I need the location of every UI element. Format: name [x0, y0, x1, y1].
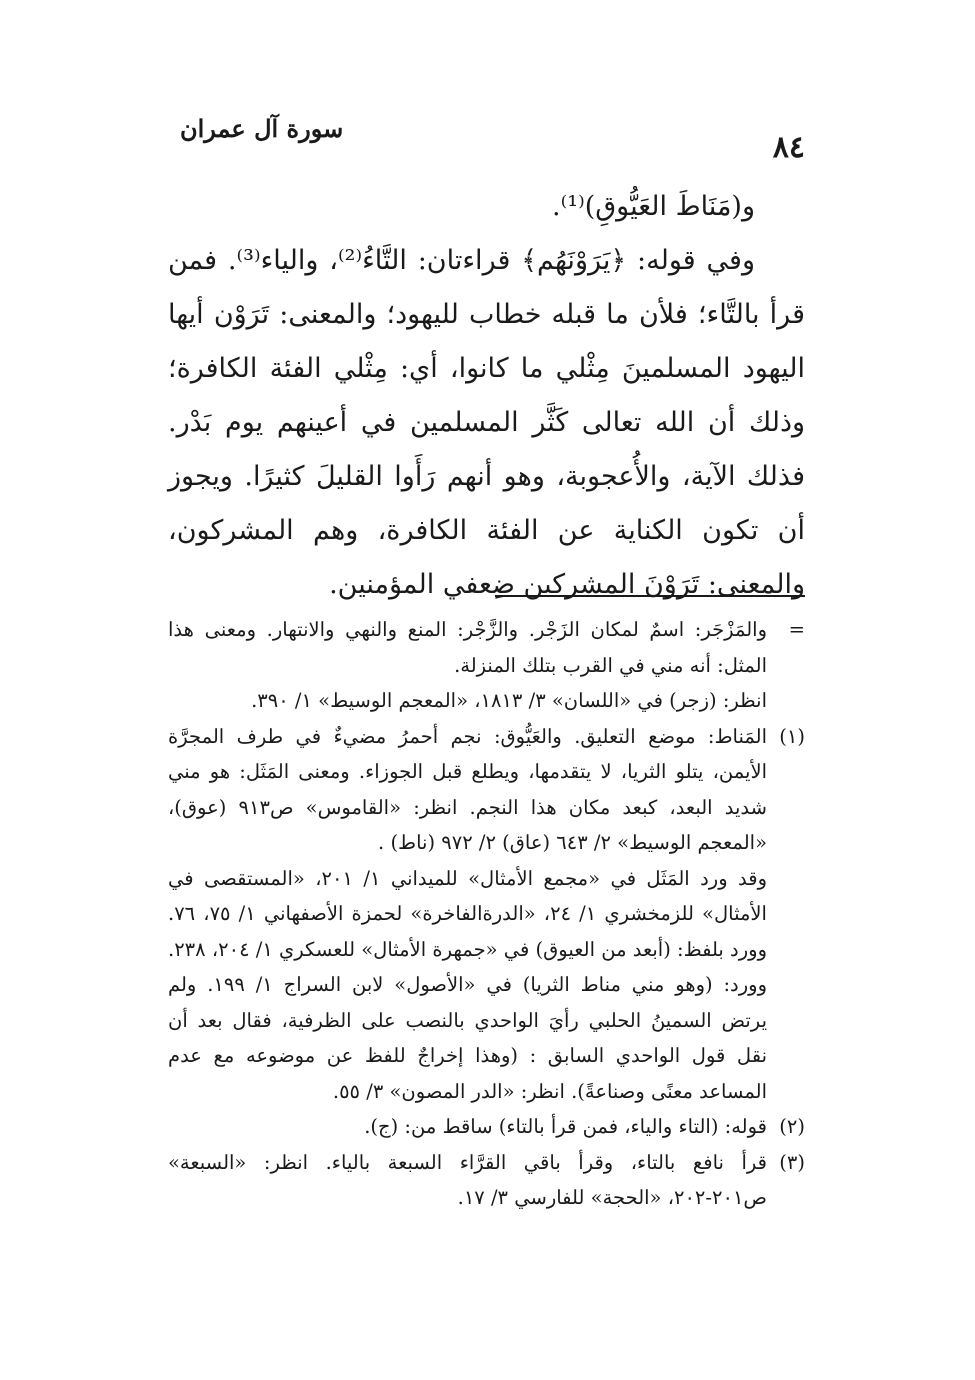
main-paragraph: و(مَنَاطَ العَيُّوقِ)⁽¹⁾. [552, 191, 755, 222]
footnote-text: المَناط: موضع التعليق. والعَيُّوق: نجم أحمرُ مضيءٌ في طرف المجرَّة الأيمن، يتلو الثريا، لا يتقدمها، ويطلع قبل الجوزاء. ومعنى المَثَل: هو مني شديد البعد، كبعد مكان هذا النجم. انظر: «القاموس» ص٩١٣ (عوق)، «المعجم الوسيط» ٢/ ٦٤٣ (عاق) ٢/ ٩٧٢ (ناط) . [168, 724, 767, 854]
running-title: سورة آل عمران [180, 114, 344, 143]
footnote-2 [168, 1109, 805, 1145]
footnotes [168, 612, 805, 1216]
footnote-marker: = [788, 618, 805, 641]
footnote-marker: (٣) [779, 1150, 805, 1174]
footnote-1 [168, 719, 805, 1110]
page-header [170, 110, 805, 170]
footnote-text: انظر: (زجر) في «اللسان» ٣/ ١٨١٣، «المعجم الوسيط» ١/ ٣٩٠. [251, 689, 767, 712]
main-text [168, 180, 805, 612]
footnote-marker: (٢) [779, 1115, 805, 1138]
page-number: ٨٤ [772, 130, 805, 165]
footnote-text: قوله: (التاء والياء، فمن قرأ بالتاء) ساقط من: (ج). [364, 1115, 767, 1138]
main-paragraph: وفي قوله: ﴿يَرَوْنَهُم﴾ قراءتان: التَّاءُ⁽²⁾، والياء⁽³⁾. فمن قرأ بالتَّاء؛ فلأن ما قبله خطاب لليهود؛ والمعنى: تَرَوْن أيها اليهود المسلمينَ مِثْلي ما كانوا، أي: مِثْلي الفئة الكافرة؛ وذلك أن الله تعالى كَثَّر المسلمين في أعينهم يوم بَدْر. فذلك الآية، والأُعجوبة، وهو أنهم رَأَوا القليلَ كثيرًا. ويجوز أن تكون الكناية عن الفئة الكافرة، وهم المشركون، والمعنى: تَرَوْنَ المشركين ضِعفي المؤمنين. [168, 245, 805, 600]
footnote-divider [495, 595, 805, 597]
footnote-text: والمَزْجَر: اسمٌ لمكان الزَجْر. والزَّجْر: المنع والنهي والانتهار. ومعنى هذا المثل: أنه مني في القرب بتلك المنزلة. [168, 618, 767, 677]
footnote-continuation [168, 612, 805, 719]
footnote-marker: (١) [779, 724, 805, 748]
footnote-text: قرأ نافع بالتاء، وقرأ باقي القرَّاء السبعة بالياء. انظر: «السبعة» ص٢٠١-٢٠٢، «الحجة» للفارسي ٣/ ١٧. [168, 1150, 767, 1209]
footnote-text: وقد ورد المَثَل في «مجمع الأمثال» للميداني ١/ ٢٠١، «المستقصى في الأمثال» للزمخشري ١/ ٢٤، «الدرةالفاخرة» لحمزة الأصفهاني ١/ ٧٥، ٧٦. وورد بلفظ: (أبعد من العيوق) في «جمهرة الأمثال» للعسكري ١/ ٢٠٤، ٢٣٨. وورد: (وهو مني مناط الثريا) في «الأصول» لابن السراج ١/ ١٩٩. ولم يرتض السمينُ الحلبي رأيَ الواحدي بالنصب على الظرفية، فقال بعد أن نقل قول الواحدي السابق : (وهذا إخراجٌ للفظ عن موضوعه مع عدم المساعد معنًى وصناعةً). انظر: «الدر المصون» ٣/ ٥٥. [168, 866, 767, 1103]
footnote-3 [168, 1145, 805, 1216]
